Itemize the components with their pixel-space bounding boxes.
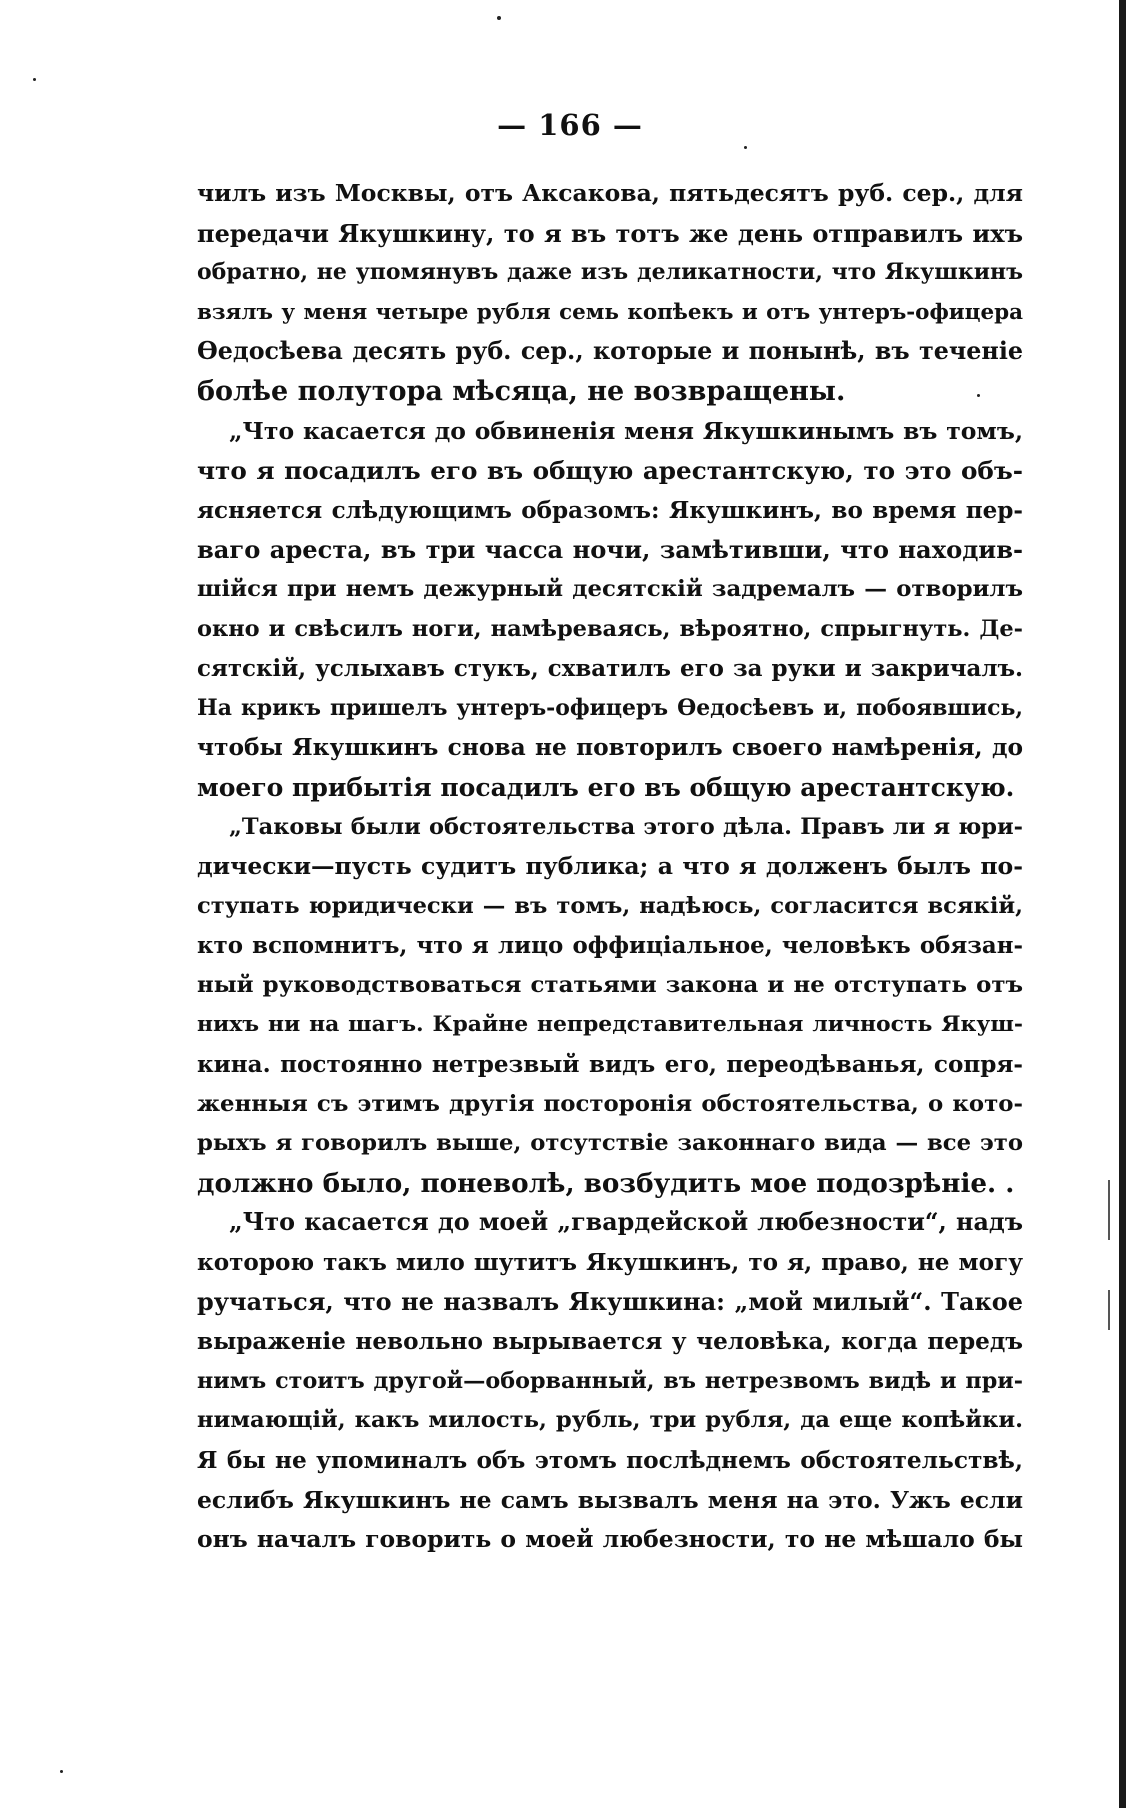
print-speck [60, 1770, 63, 1773]
text-line: „Что касается до обвиненія меня Якушкинымъ въ томъ, [229, 416, 1023, 445]
text-body [197, 174, 1023, 1560]
text-line: окно и свѣсилъ ноги, намѣреваясь, вѣроятно, спрыгнуть. Де- [197, 615, 1023, 642]
text-line: чтобы Якушкинъ снова не повторилъ своего намѣренія, до [197, 734, 1023, 762]
text-line: что я посадилъ его въ общую арестантскую, то это объ- [197, 456, 1023, 486]
print-speck [744, 146, 747, 149]
text-line: рыхъ я говорилъ выше, отсутствіе законнаго вида — все это [197, 1130, 1023, 1157]
edge-mark [1108, 1290, 1110, 1330]
text-line: Я бы не упоминалъ объ этомъ послѣднемъ обстоятельствѣ, [197, 1447, 1023, 1474]
text-line: кто вспомнитъ, что я лицо оффиціальное, человѣкъ обязан- [197, 932, 1023, 960]
text-line: „Таковы были обстоятельства этого дѣла. Правъ ли я юри- [229, 813, 1023, 840]
text-line: ясняется слѣдующимъ образомъ: Якушкинъ, во время пер- [197, 496, 1023, 524]
text-line: которою такъ мило шутитъ Якушкинъ, то я, право, не могу [197, 1249, 1023, 1277]
page-number: — 166 — [497, 108, 643, 142]
text-line: На крикъ пришелъ унтеръ-офицеръ Ѳедосѣевъ и, побоявшись, [197, 694, 1023, 721]
text-line: должно было, поневолѣ, возбудить мое подозрѣніе. . [197, 1167, 1015, 1199]
text-line: сятскій, услыхавъ стукъ, схватилъ его за руки и закричалъ. [197, 655, 1023, 683]
text-line: ручаться, что не назвалъ Якушкина: „мой милый“. Такое [197, 1287, 1023, 1316]
print-speck [33, 78, 36, 81]
text-line: моего прибытія посадилъ его въ общую арестантскую. [197, 771, 1015, 802]
text-line: Ѳедосѣева десять руб. сер., которые и понынѣ, въ теченіе [197, 337, 1023, 366]
print-speck [497, 16, 501, 20]
text-line: передачи Якушкину, то я въ тотъ же день отправилъ ихъ [197, 218, 1023, 248]
text-line: нихъ ни на шагъ. Крайне непредставительная личность Якуш- [197, 1011, 1023, 1038]
text-line: ный руководствоваться статьями закона и не отступать отъ [197, 971, 1023, 998]
text-line: болѣе полутора мѣсяца, не возвращены. [197, 375, 846, 407]
page-edge-shadow [1119, 0, 1126, 1808]
text-line: нимъ стоитъ другой—оборванный, въ нетрезвомъ видѣ и при- [197, 1367, 1023, 1394]
edge-mark [1108, 1180, 1110, 1240]
text-line: обратно, не упомянувъ даже изъ деликатности, что Якушкинъ [197, 259, 1023, 286]
text-line: выраженіе невольно вырывается у человѣка, когда передъ [197, 1328, 1023, 1356]
text-line: ваго ареста, въ три часса ночи, замѣтивши, что находив- [197, 535, 1023, 565]
text-line: женныя съ этимъ другія посторонія обстоятельства, о кото- [197, 1090, 1023, 1117]
text-line: ступать юридически — въ томъ, надѣюсь, согласится всякій, [197, 892, 1023, 919]
text-line: онъ началъ говорить о моей любезности, то не мѣшало бы [197, 1525, 1023, 1554]
text-line: дически—пусть судитъ публика; а что я долженъ былъ по- [197, 852, 1023, 881]
text-line: нимающій, какъ милость, рубль, три рубля, да еще копѣйки. [197, 1407, 1023, 1434]
text-line: кина. постоянно нетрезвый видъ его, переодѣванья, сопря- [197, 1051, 1023, 1079]
text-line: взялъ у меня четыре рубля семь копѣекъ и отъ унтеръ-офицера [197, 299, 1023, 325]
text-line: „Что касается до моей „гвардейской любезности“, надъ [229, 1208, 1023, 1237]
text-line: чилъ изъ Москвы, отъ Аксакова, пятьдесятъ руб. сер., для [197, 179, 1023, 207]
text-line: шійся при немъ дежурный десятскій задремалъ — отворилъ [197, 575, 1023, 602]
text-line: еслибъ Якушкинъ не самъ вызвалъ меня на это. Ужъ если [197, 1485, 1023, 1514]
